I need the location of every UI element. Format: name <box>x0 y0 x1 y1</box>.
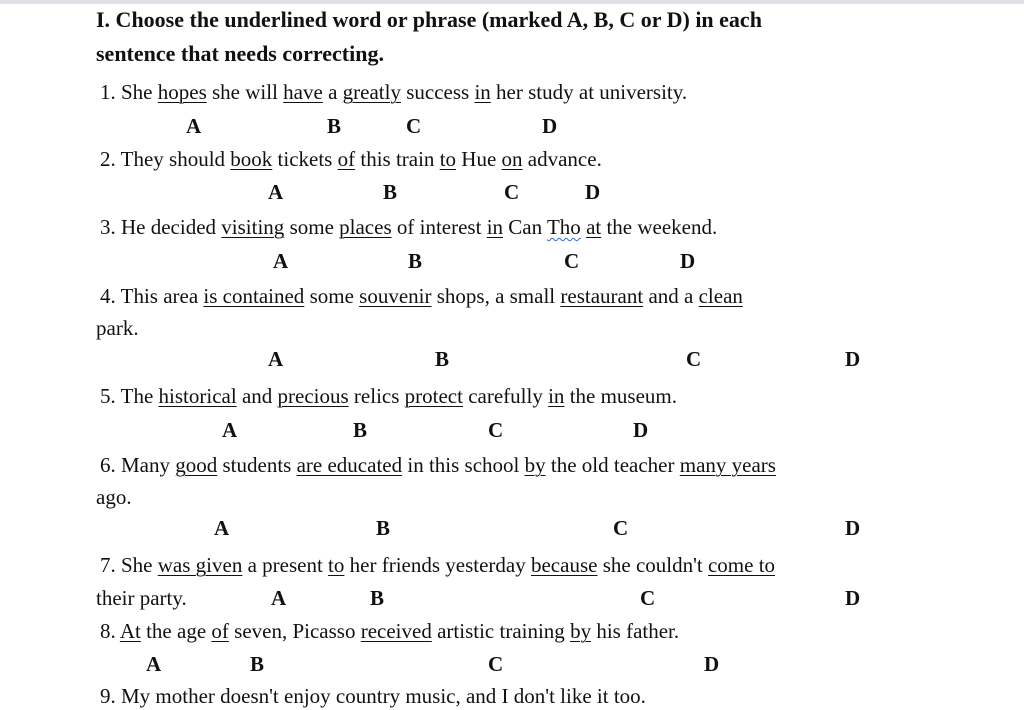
underlined-option-d: many years <box>679 453 776 477</box>
option-label-a: A <box>268 180 284 204</box>
underlined-option-a: is contained <box>203 284 305 308</box>
option-label-d: D <box>704 652 720 676</box>
option-label-c: C <box>406 114 422 138</box>
instruction-line-2: sentence that needs correcting. <box>96 41 384 66</box>
underlined-option-d: at <box>586 215 602 239</box>
underlined-option-c: received <box>360 619 432 643</box>
option-label-c: C <box>504 180 520 204</box>
underlined-option-c: in <box>486 215 504 239</box>
option-label-b: B <box>435 347 450 371</box>
option-label-b: B <box>370 586 385 610</box>
option-label-a: A <box>271 586 287 610</box>
underlined-option-b: of <box>211 619 229 643</box>
underlined-option-b: souvenir <box>359 284 432 308</box>
underlined-option-a: historical <box>158 384 237 408</box>
option-label-c: C <box>564 249 580 273</box>
question-1: 1. She hopes she will have a greatly success in her study at university. <box>100 80 688 104</box>
question-8: 8. At the age of seven, Picasso received artistic training by his father. <box>100 619 680 643</box>
underlined-option-c: because <box>530 553 598 577</box>
instruction-line-1: I. Choose the underlined word or phrase (marked A, B, C or D) in each <box>96 7 762 32</box>
option-label-c: C <box>488 418 504 442</box>
option-label-b: B <box>376 516 391 540</box>
question-6: 6. Many good students are educated in this school by the old teacher many years <box>100 453 776 477</box>
question-3: 3. He decided visiting some places of interest in Can Tho at the weekend. <box>100 215 718 239</box>
underlined-option-b: to <box>328 553 345 577</box>
option-label-d: D <box>542 114 558 138</box>
underlined-option-b: have <box>283 80 323 104</box>
option-label-d: D <box>845 586 861 610</box>
question-6-continuation: ago. <box>96 485 132 509</box>
question-7: 7. She was given a present to her friends yesterday because she couldn't come to <box>100 553 776 577</box>
underlined-option-c: greatly <box>342 80 401 104</box>
underlined-option-c: protect <box>404 384 463 408</box>
spellcheck-word: Tho <box>546 215 581 239</box>
underlined-option-c: to <box>439 147 457 171</box>
underlined-option-d: come to <box>707 553 776 577</box>
option-label-d: D <box>680 249 696 273</box>
option-label-b: B <box>383 180 398 204</box>
option-label-d: D <box>633 418 649 442</box>
option-label-a: A <box>186 114 202 138</box>
underlined-option-b: precious <box>277 384 349 408</box>
option-label-a: A <box>268 347 284 371</box>
underlined-option-a: hopes <box>157 80 207 104</box>
option-label-b: B <box>327 114 342 138</box>
underlined-option-c: restaurant <box>560 284 644 308</box>
underlined-option-d: in <box>474 80 491 104</box>
underlined-option-d: in <box>548 384 565 408</box>
question-2: 2. They should book tickets of this train to Hue on advance. <box>100 147 602 171</box>
underlined-option-b: of <box>337 147 356 171</box>
option-label-d: D <box>845 347 861 371</box>
option-label-c: C <box>613 516 629 540</box>
question-7-continuation: their party. <box>96 586 187 610</box>
question-4-continuation: park. <box>96 316 139 340</box>
underlined-option-b: places <box>339 215 392 239</box>
underlined-option-d: clean <box>698 284 743 308</box>
option-label-c: C <box>640 586 656 610</box>
option-label-c: C <box>488 652 504 676</box>
question-9: 9. My mother doesn't enjoy country music, and I don't like it too. <box>100 684 646 708</box>
underlined-option-d: on <box>501 147 523 171</box>
option-label-a: A <box>146 652 162 676</box>
option-label-a: A <box>273 249 289 273</box>
underlined-option-a: visiting <box>221 215 285 239</box>
question-5: 5. The historical and precious relics protect carefully in the museum. <box>100 384 678 408</box>
option-label-d: D <box>585 180 601 204</box>
underlined-option-b: are educated <box>296 453 403 477</box>
option-label-b: B <box>353 418 368 442</box>
option-label-a: A <box>222 418 238 442</box>
underlined-option-a: book <box>230 147 273 171</box>
underlined-option-d: by <box>570 619 592 643</box>
option-label-c: C <box>686 347 702 371</box>
underlined-option-a: good <box>175 453 218 477</box>
option-label-a: A <box>214 516 230 540</box>
underlined-option-c: by <box>524 453 546 477</box>
underlined-option-a: At <box>119 619 141 643</box>
option-label-b: B <box>408 249 423 273</box>
option-label-d: D <box>845 516 861 540</box>
underlined-option-a: was given <box>157 553 243 577</box>
option-label-b: B <box>250 652 265 676</box>
question-4: 4. This area is contained some souvenir shops, a small restaurant and a clean <box>100 284 743 308</box>
